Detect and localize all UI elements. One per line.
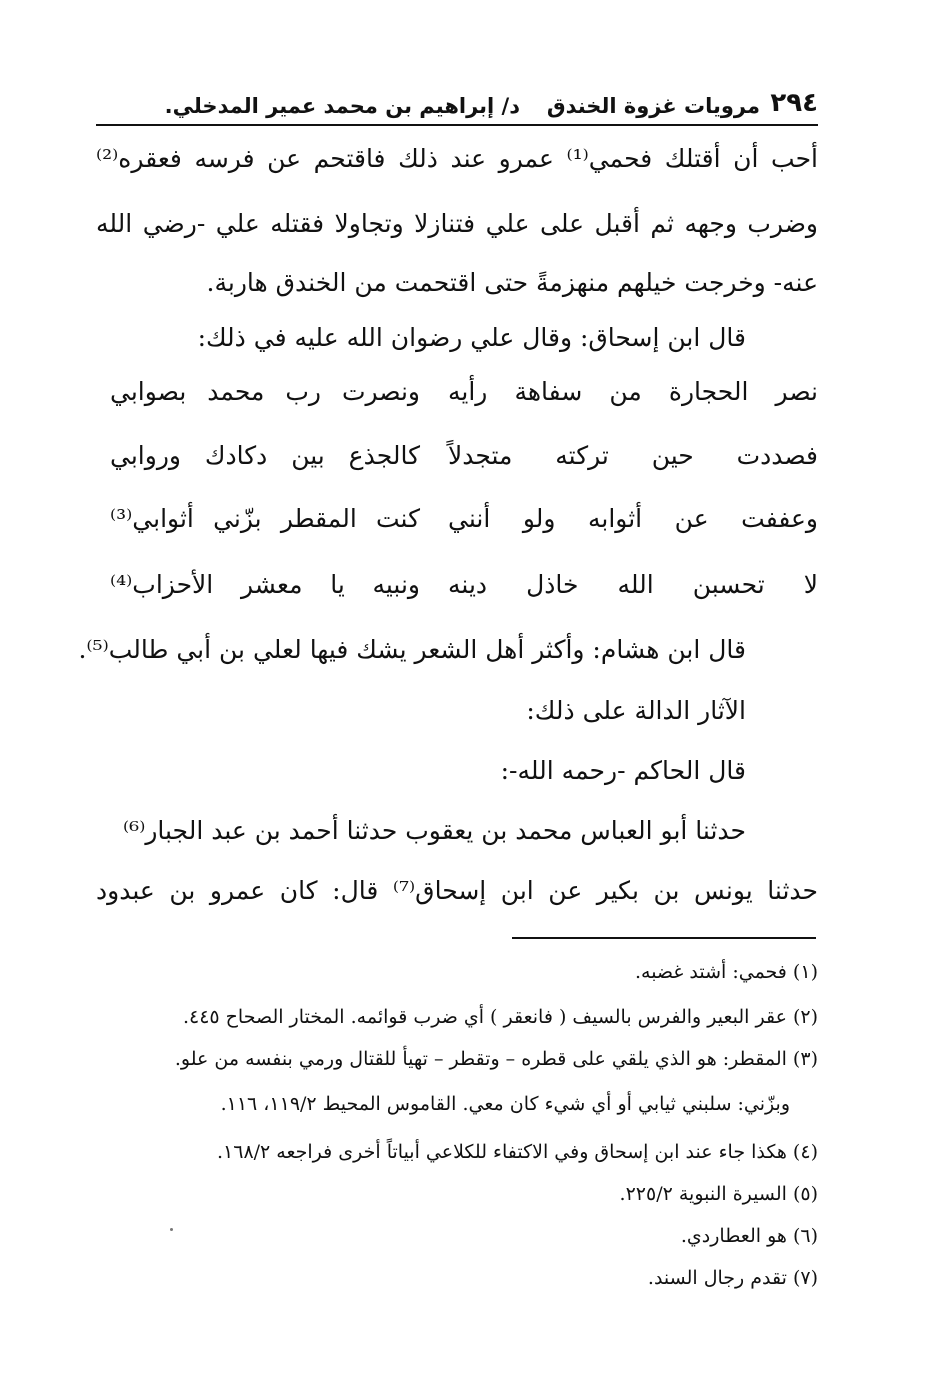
poem-verse	[110, 560, 818, 610]
footnote: (٦) هو العطاردي.	[680, 1225, 818, 1247]
footnote: (٣) المقطر: هو الذي يلقي على قطره – وتقطر – تهيأ للقتال ورمي بنفسه من علو.	[174, 1048, 818, 1070]
footnote-separator	[512, 937, 816, 939]
verse-second-hemistich: كنت المقطر بزّني أثوابي⁽³⁾	[110, 504, 420, 533]
footnote: (٢) عقر البعير والفرس بالسيف ( فانعقر ) أي ضرب قوائمه. المختار الصحاح ٤٤٥.	[182, 1006, 818, 1028]
page-header	[96, 88, 818, 126]
footnote: (٥) السيرة النبوية ٢٢٥/٢.	[619, 1183, 818, 1205]
poem-verse	[110, 494, 818, 544]
verse-first-hemistich: فصددت حين تركته متجدلاً	[448, 441, 818, 470]
scan-speck	[170, 1228, 173, 1231]
body-line: وضرب وجهه ثم أقبل على علي فتنازلا وتجاولا فقتله علي -رضي الله	[96, 209, 818, 238]
body-line: عنه- وخرجت خيلهم منهزمةً حتى اقتحمت من الخندق هاربة.	[206, 268, 818, 297]
footnote: (٤) هكذا جاء عند ابن إسحاق وفي الاكتفاء للكلاعي أبياتاً أخرى فراجعه ١٦٨/٢.	[216, 1141, 818, 1163]
verse-first-hemistich: لا تحسبن الله خاذل دينه	[448, 570, 818, 599]
verse-first-hemistich: وعففت عن أثوابه ولو أنني	[448, 504, 818, 533]
body-line: حدثنا يونس بن بكير عن ابن إسحاق⁽⁷⁾ قال: كان عمرو بن عبدود	[96, 876, 818, 905]
book-title: مرويات غزوة الخندق	[546, 94, 760, 118]
poem-verse	[110, 431, 818, 481]
footnote: (٧) تقدم رجال السند.	[647, 1267, 818, 1289]
verse-second-hemistich: كالجذع بين دكادك وروابي	[110, 441, 420, 470]
verse-first-hemistich: نصر الحجارة من سفاهة رأيه	[448, 377, 818, 406]
body-line: حدثنا أبو العباس محمد بن يعقوب حدثنا أحمد بن عبد الجبار⁽⁶⁾	[123, 816, 746, 845]
poem-verse	[110, 367, 818, 417]
page-number: ٢٩٤	[770, 88, 818, 118]
author-name: د/ إبراهيم بن محمد عمير المدخلي.	[164, 94, 520, 118]
body-line: قال ابن هشام: وأكثر أهل الشعر يشك فيها لعلي بن أبي طالب⁽⁵⁾.	[78, 635, 746, 664]
verse-second-hemistich: ونصرت رب محمد بصوابي	[110, 377, 420, 406]
footnote: (١) فحمي: أشتد غضبه.	[634, 961, 818, 983]
section-heading: الآثار الدالة على ذلك:	[526, 696, 746, 725]
body-line: قال الحاكم -رحمه الله-:	[500, 756, 746, 785]
footnote-continuation: وبزّني: سلبني ثيابي أو أي شيء كان معي. القاموس المحيط ١١٩/٢، ١١٦.	[220, 1093, 790, 1115]
verse-second-hemistich: ونبيه يا معشر الأحزاب⁽⁴⁾	[110, 570, 420, 599]
body-line: قال ابن إسحاق: وقال علي رضوان الله عليه في ذلك:	[197, 323, 746, 352]
body-line: أحب أن أقتلك فحمي⁽¹⁾ عمرو عند ذلك فاقتحم عن فرسه فعقره⁽²⁾	[96, 144, 818, 173]
